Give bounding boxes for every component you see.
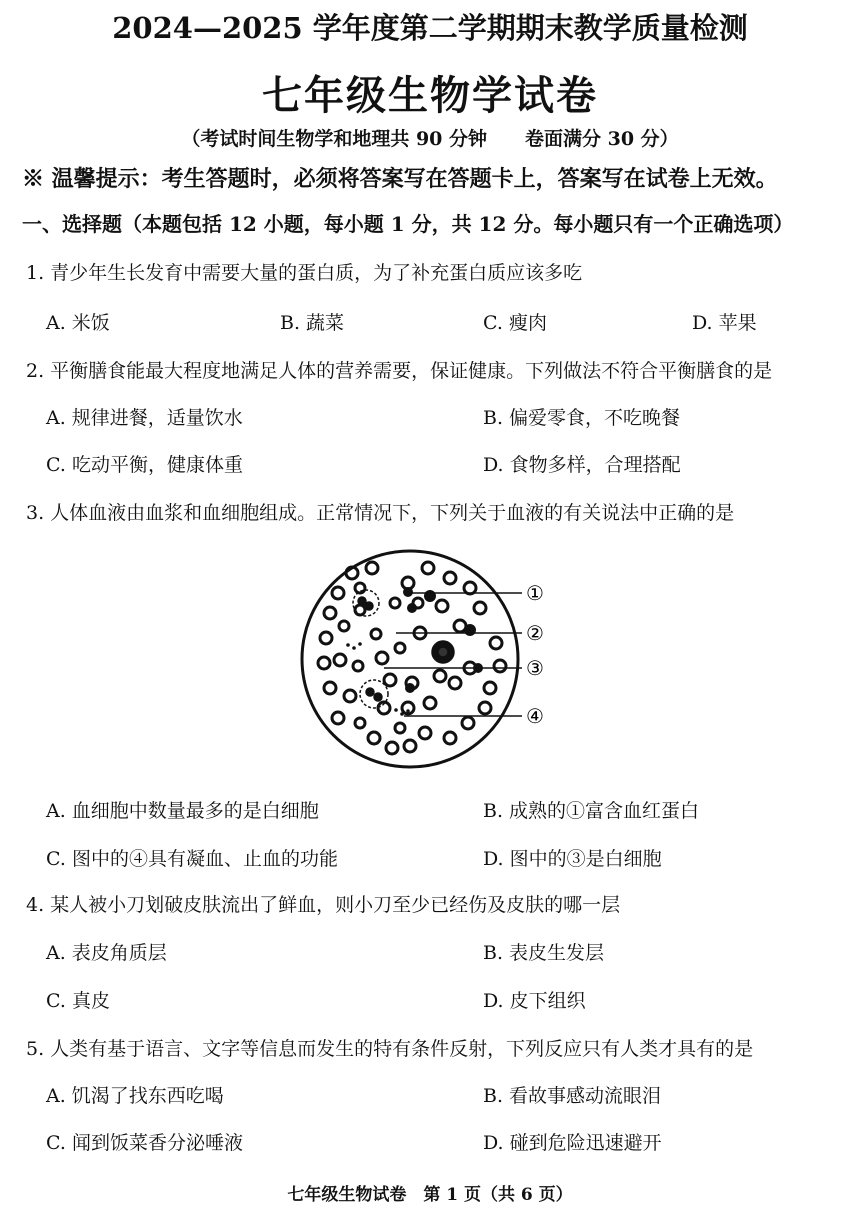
q3-option-a[interactable]: A. 血细胞中数量最多的是白细胞 <box>46 800 319 822</box>
q4-option-c[interactable]: C. 真皮 <box>46 990 110 1012</box>
exam-subtitle: （考试时间生物学和地理共 90 分钟 卷面满分 30 分） <box>181 128 679 150</box>
q1-option-a[interactable]: A. 米饭 <box>46 312 110 334</box>
q1-option-c[interactable]: C. 瘦肉 <box>483 312 547 334</box>
figure-label-1: ① <box>526 581 544 605</box>
q5-option-b[interactable]: B. 看故事感动流眼泪 <box>483 1085 662 1107</box>
section-heading: 一、选择题（本题包括 12 小题，每小题 1 分，共 12 分。每小题只有一个正确选项） <box>22 212 794 236</box>
q2-option-b[interactable]: B. 偏爱零食，不吃晚餐 <box>483 407 681 429</box>
question-1-stem: 1. 青少年生长发育中需要大量的蛋白质，为了补充蛋白质应该多吃 <box>26 262 583 284</box>
exam-title-line1: 2024—2025 学年度第二学期期末教学质量检测 <box>112 11 748 45</box>
question-4-stem: 4. 某人被小刀划破皮肤流出了鲜血，则小刀至少已经伤及皮肤的哪一层 <box>26 894 621 916</box>
figure-label-4: ④ <box>526 704 544 728</box>
blood-smear-figure <box>300 548 560 770</box>
q3-option-d[interactable]: D. 图中的③是白细胞 <box>483 848 662 870</box>
q4-option-d[interactable]: D. 皮下组织 <box>483 990 586 1012</box>
q5-option-c[interactable]: C. 闻到饭菜香分泌唾液 <box>46 1132 243 1154</box>
figure-label-3: ③ <box>526 656 544 680</box>
page-footer: 七年级生物试卷 第 1 页（共 6 页） <box>287 1185 573 1205</box>
exam-title-line2: 七年级生物学试卷 <box>262 72 598 119</box>
question-5-stem: 5. 人类有基于语言、文字等信息而发生的特有条件反射，下列反应只有人类才具有的是 <box>26 1038 754 1060</box>
q5-option-a[interactable]: A. 饥渴了找东西吃喝 <box>46 1085 224 1107</box>
q4-option-b[interactable]: B. 表皮生发层 <box>483 942 605 964</box>
q2-option-a[interactable]: A. 规律进餐，适量饮水 <box>46 407 243 429</box>
q3-option-b[interactable]: B. 成熟的①富含血红蛋白 <box>483 800 700 822</box>
q3-option-c[interactable]: C. 图中的④具有凝血、止血的功能 <box>46 848 338 870</box>
q1-option-d[interactable]: D. 苹果 <box>692 312 757 334</box>
q2-option-c[interactable]: C. 吃动平衡，健康体重 <box>46 454 243 476</box>
notice-text: ※ 温馨提示：考生答题时，必须将答案写在答题卡上，答案写在试卷上无效。 <box>22 166 778 192</box>
q1-option-b[interactable]: B. 蔬菜 <box>280 312 345 334</box>
question-3-stem: 3. 人体血液由血浆和血细胞组成。正常情况下，下列关于血液的有关说法中正确的是 <box>26 502 735 524</box>
q5-option-d[interactable]: D. 碰到危险迅速避开 <box>483 1132 662 1154</box>
question-2-stem: 2. 平衡膳食能最大程度地满足人体的营养需要，保证健康。下列做法不符合平衡膳食的是 <box>26 360 773 382</box>
q4-option-a[interactable]: A. 表皮角质层 <box>46 942 167 964</box>
q2-option-d[interactable]: D. 食物多样，合理搭配 <box>483 454 681 476</box>
figure-label-2: ② <box>526 621 544 645</box>
